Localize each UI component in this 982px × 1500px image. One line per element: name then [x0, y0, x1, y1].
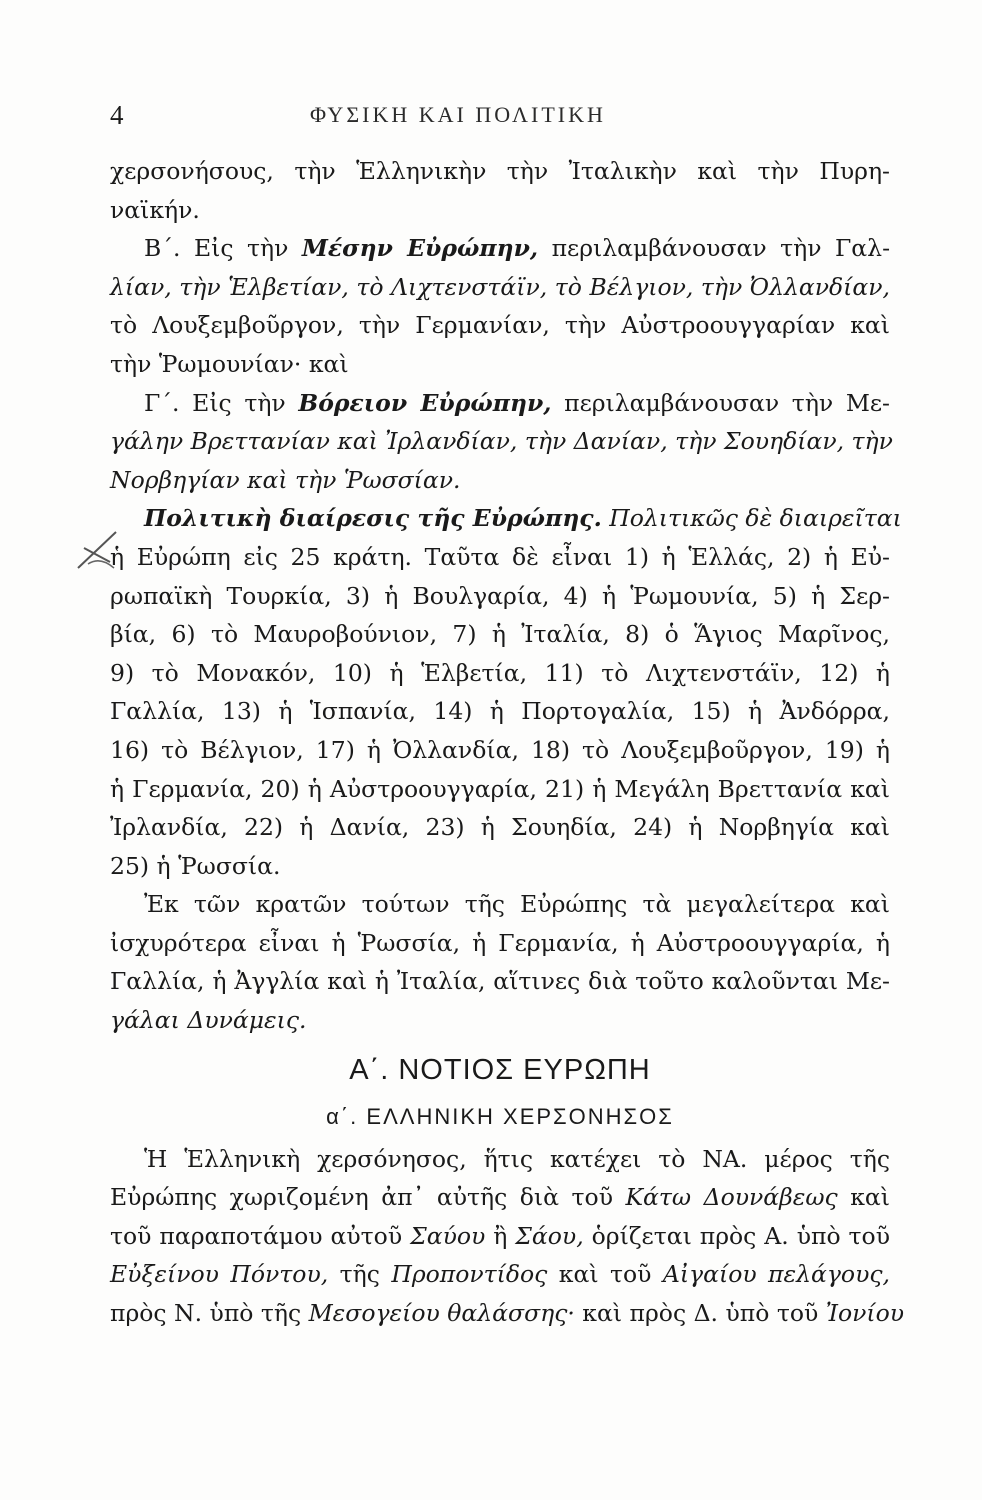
text-line: [110, 229, 890, 268]
paragraph-6: [110, 1140, 905, 1333]
text-line: ρωπαϊκὴ Τουρκία, 3) ἡ Βουλγαρία, 4) ἡ Ῥωμουνία, 5) ἡ Σερ-: [110, 581, 890, 610]
page-header: [110, 100, 910, 140]
region-name: Μέσην Εὐρώπην,: [301, 234, 539, 263]
text-line: Γαλλία, 13) ἡ Ἱσπανία, 14) ἡ Πορτογαλία, 15) ἡ Ἀνδόρρα,: [110, 697, 890, 726]
paragraph-2: [110, 229, 890, 383]
text-line: Ἐκ τῶν κρατῶν τούτων τῆς Εὐρώπης τὰ μεγαλείτερα καὶ: [144, 890, 890, 919]
text-line: ἡ Εὐρώπη εἰς 25 κράτη. Ταῦτα δὲ εἶναι 1) ἡ Ἑλλάς, 2) ἡ Εὐ-: [110, 542, 890, 571]
text-run: περιλαμβάνουσαν τὴν Γαλ-: [538, 234, 891, 263]
text-line: λίαν, τὴν Ἑλβετίαν, τὸ Λιχτενστάϊν, τὸ Βέλγιον, τὴν Ὀλλανδίαν,: [110, 272, 890, 301]
text-line: Ἡ Ἑλληνικὴ χερσόνησος, ἥτις κατέχει τὸ ΝΑ. μέρος τῆς: [144, 1144, 890, 1173]
text-run: καὶ τοῦ: [547, 1260, 663, 1289]
paragraph-1: [110, 152, 890, 229]
text-line: 25) ἡ Ῥωσσία.: [110, 851, 281, 880]
river-name: Κάτω Δουνάβεως: [625, 1183, 838, 1212]
text-run: πρὸς Ν. ὑπὸ τῆς: [110, 1299, 309, 1328]
river-name: Σάου,: [515, 1221, 584, 1250]
river-name: Σαύου: [410, 1221, 486, 1250]
text-line: [110, 384, 890, 423]
text-line: 16) τὸ Βέλγιον, 17) ἡ Ὀλλανδία, 18) τὸ Λουξεμβοῦργον, 19) ἡ: [110, 735, 890, 764]
text-line: Γαλλία, ἡ Ἀγγλία καὶ ἡ Ἰταλία, αἵτινες διὰ τοῦτο καλοῦνται Με-: [110, 967, 890, 996]
section-heading: Α΄. ΝΟΤΙΟΣ ΕΥΡΩΠΗ: [349, 1053, 651, 1086]
text-run: τοῦ παραποτάμου αὐτοῦ: [110, 1221, 411, 1250]
text-line: τὸ Λουξεμβοῦργον, τὴν Γερμανίαν, τὴν Αὐστροουγγαρίαν καὶ: [110, 311, 890, 340]
paragraph-4: [110, 499, 902, 885]
page-body: [110, 152, 905, 1333]
text-line: [110, 1178, 890, 1217]
text-run: τῆς: [328, 1260, 392, 1289]
paragraph-title: Πολιτικὴ διαίρεσις τῆς Εὐρώπης.: [144, 504, 602, 533]
text-line: χερσονήσους, τὴν Ἑλληνικὴν τὴν Ἰταλικὴν καὶ τὴν Πυρη-: [110, 157, 890, 185]
text-run: Πολιτικῶς δὲ διαιρεῖται: [601, 504, 902, 533]
text-line: γάλην Βρεττανίαν καὶ Ἰρλανδίαν, τὴν Δανίαν, τὴν Σουηδίαν, τὴν: [110, 427, 893, 456]
paragraph-5: [110, 885, 890, 1039]
text-line: ἰσχυρότερα εἶναι ἡ Ῥωσσία, ἡ Γερμανία, ἡ Αὐστροουγγαρία, ἡ: [110, 928, 890, 957]
text-run: Β΄. Εἰς τὴν: [144, 234, 302, 263]
region-name: Βόρειον Εὐρώπην,: [298, 388, 552, 417]
text-line: Ἰρλανδία, 22) ἡ Δανία, 23) ἡ Σουηδία, 24) ἡ Νορβηγία καὶ: [110, 813, 890, 842]
sea-name: Αἰγαίου πελάγους,: [662, 1260, 890, 1289]
text-run: περιλαμβάνουσαν τὴν Με-: [551, 388, 890, 417]
text-line: γάλαι Δυνάμεις.: [110, 1006, 307, 1035]
text-run: ὁρίζεται πρὸς Α. ὑπὸ τοῦ: [583, 1221, 890, 1250]
text-line: βία, 6) τὸ Μαυροβούνιον, 7) ἡ Ἰταλία, 8) ὁ Ἅγιος Μαρῖνος,: [110, 620, 890, 649]
sub-heading: α΄. ΕΛΛΗΝΙΚΗ ΧΕΡΣΟΝΗΣΟΣ: [326, 1103, 674, 1129]
text-line: [110, 499, 902, 538]
sea-name: Μεσογείου θαλάσσης·: [308, 1299, 575, 1328]
text-run: Γ΄. Εἰς τὴν: [144, 388, 299, 417]
text-line: [110, 1294, 905, 1333]
running-head: ΦΥΣΙΚΗ ΚΑΙ ΠΟΛΙΤΙΚΗ: [310, 102, 606, 127]
text-line: [110, 1255, 890, 1294]
text-line: ναϊκήν.: [110, 195, 200, 224]
sea-name: Ἰονίου: [825, 1299, 905, 1328]
text-run: Εὐρώπης χωριζομένη ἀπ᾽ αὐτῆς διὰ τοῦ: [110, 1183, 626, 1212]
text-run: καὶ πρὸς Δ. ὑπὸ τοῦ: [574, 1299, 826, 1328]
sea-name: Εὐξείνου Πόντου,: [110, 1260, 329, 1289]
text-line: Νορβηγίαν καὶ τὴν Ῥωσσίαν.: [110, 465, 461, 494]
sea-name: Προποντίδος: [391, 1260, 548, 1289]
text-line: [110, 1217, 890, 1256]
text-line: ἡ Γερμανία, 20) ἡ Αὐστροουγγαρία, 21) ἡ Μεγάλη Βρεττανία καὶ: [110, 774, 890, 803]
text-line: 9) τὸ Μονακόν, 10) ἡ Ἑλβετία, 11) τὸ Λιχτενστάϊν, 12) ἡ: [110, 658, 890, 687]
text-line: τὴν Ῥωμουνίαν· καὶ: [110, 349, 349, 378]
text-run: καὶ: [837, 1183, 890, 1212]
page-number: 4: [110, 100, 124, 130]
paragraph-3: [110, 384, 893, 500]
text-run: ἢ: [485, 1221, 516, 1250]
